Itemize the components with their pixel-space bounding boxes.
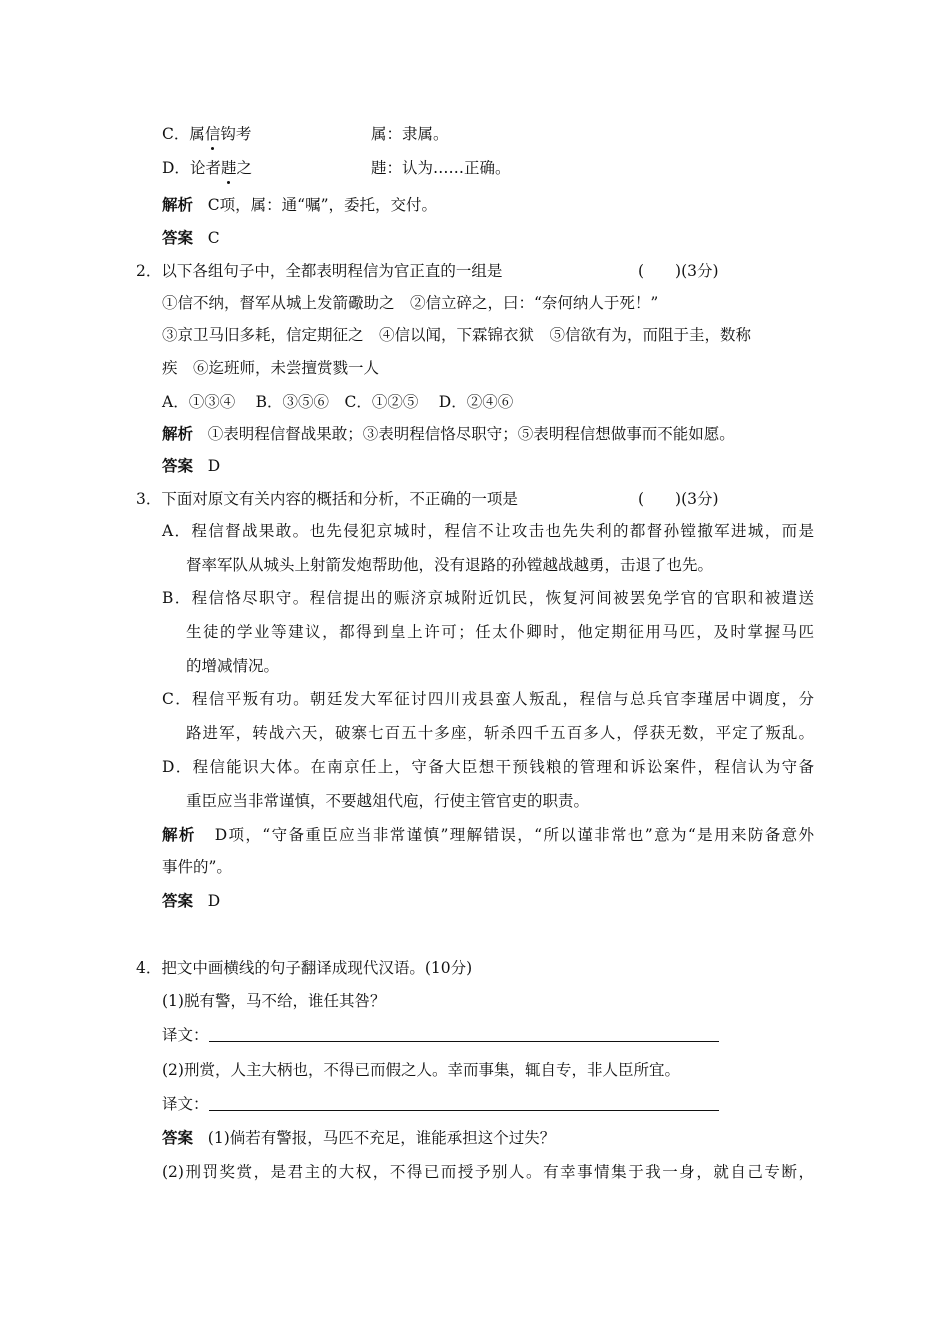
q1-option-c: C．属信钩考 <box>162 125 252 143</box>
q3-option-d-cont: 重臣应当非常谨慎，不要越俎代庖，行使主管官吏的职责。 <box>186 792 590 810</box>
translation-label: 译文： <box>162 1095 209 1113</box>
q3-option-a: A．程信督战果敢。也先侵犯京城时，程信不让攻击也先失利的都督孙镗撤军进城，而是 <box>162 522 814 540</box>
emphasis-dot-char: 信 <box>204 125 221 143</box>
answer-label: 答案 <box>162 228 194 247</box>
q2-options: A．①③④ B．③⑤⑥ C．①②⑤ D．②④⑥ <box>162 393 514 411</box>
q3-answer: 答案 D <box>162 891 221 910</box>
q2-analysis: 解析 ①表明程信督战果敢；③表明程信恪尽职守；⑤表明程信想做事而不能如愿。 <box>162 424 735 443</box>
q1-answer: 答案 C <box>162 228 220 247</box>
q4-translation-2 <box>162 1094 719 1114</box>
q3-option-d: D．程信能识大体。在南京任上，守备大臣想干预钱粮的管理和诉讼案件，程信认为守备 <box>162 758 814 776</box>
q2-sentence-line: ①信不纳，督军从城上发箭礮助之 ②信立碎之，曰：“奈何纳人于死！” <box>162 294 659 312</box>
q3-analysis: 解析 D项，“守备重臣应当非常谨慎”理解错误，“所以谨非常也”意为“是用来防备意外 <box>162 825 814 844</box>
q2-answer: 答案 D <box>162 456 221 475</box>
q4-translation-1 <box>162 1025 719 1045</box>
answer-label: 答案 <box>162 1128 194 1147</box>
translation-blank-line[interactable] <box>209 1027 719 1042</box>
emphasis-dot-char: 韪 <box>220 159 237 177</box>
q3-stem: 3．下面对原文有关内容的概括和分析，不正确的一项是 <box>136 490 518 508</box>
analysis-label: 解析 <box>162 825 196 844</box>
q3-option-c: C．程信平叛有功。朝廷发大军征讨四川戎县蛮人叛乱，程信与总兵官李瑾居中调度，分 <box>162 690 814 708</box>
q2-sentence-line: ③京卫马旧多耗，信定期征之 ④信以闻，下霖锦衣狱 ⑤信欲有为，而阻于圭，数称 <box>162 326 752 344</box>
translation-label: 译文： <box>162 1026 209 1044</box>
q4-answer-cont: (2)刑罚奖赏，是君主的大权，不得已而授予别人。有幸事情集于我一身，就自己专断， <box>162 1163 814 1181</box>
q2-sentence-line: 疾 ⑥迄班师，未尝擅赏戮一人 <box>162 359 380 377</box>
analysis-label: 解析 <box>162 424 194 443</box>
analysis-label: 解析 <box>162 195 194 214</box>
q2-score: ( )(3分) <box>638 262 719 280</box>
q4-stem: 4．把文中画横线的句子翻译成现代汉语。(10分) <box>136 959 473 977</box>
q4-sentence-1: (1)脱有警，马不给，谁任其咎？ <box>162 992 386 1010</box>
q4-answer: 答案 (1)倘若有警报，马匹不充足，谁能承担这个过失？ <box>162 1128 556 1147</box>
q3-option-b-cont: 的增减情况。 <box>186 657 280 675</box>
q3-score: ( )(3分) <box>638 490 719 508</box>
q3-analysis-cont: 事件的”。 <box>162 858 232 876</box>
q1-option-d-gloss: 韪：认为……正确。 <box>371 159 511 177</box>
answer-label: 答案 <box>162 891 194 910</box>
answer-label: 答案 <box>162 456 194 475</box>
q3-option-b: B．程信恪尽职守。程信提出的赈济京城附近饥民，恢复河间被罢免学官的官职和被遣送 <box>162 589 814 607</box>
q3-option-b-cont: 生徒的学业等建议，都得到皇上许可；任太仆卿时，他定期征用马匹，及时掌握马匹 <box>186 623 814 641</box>
q3-option-a-cont: 督率军队从城头上射箭发炮帮助他，没有退路的孙镗越战越勇，击退了也先。 <box>186 556 714 574</box>
q1-option-c-gloss: 属：隶属。 <box>371 125 449 143</box>
q1-analysis: 解析 C项，属：通“嘱”，委托，交付。 <box>162 195 438 214</box>
q2-stem: 2．以下各组句子中，全都表明程信为官正直的一组是 <box>136 262 503 280</box>
q3-option-c-cont: 路进军，转战六天，破寨七百五十多座，斩杀四千五百多人，俘获无数，平定了叛乱。 <box>186 724 814 742</box>
q4-sentence-2: (2)刑赏，人主大柄也，不得已而假之人。幸而事集，辄自专，非人臣所宜。 <box>162 1061 680 1079</box>
q1-option-d: D．论者韪之 <box>162 159 252 177</box>
translation-blank-line[interactable] <box>209 1096 719 1111</box>
